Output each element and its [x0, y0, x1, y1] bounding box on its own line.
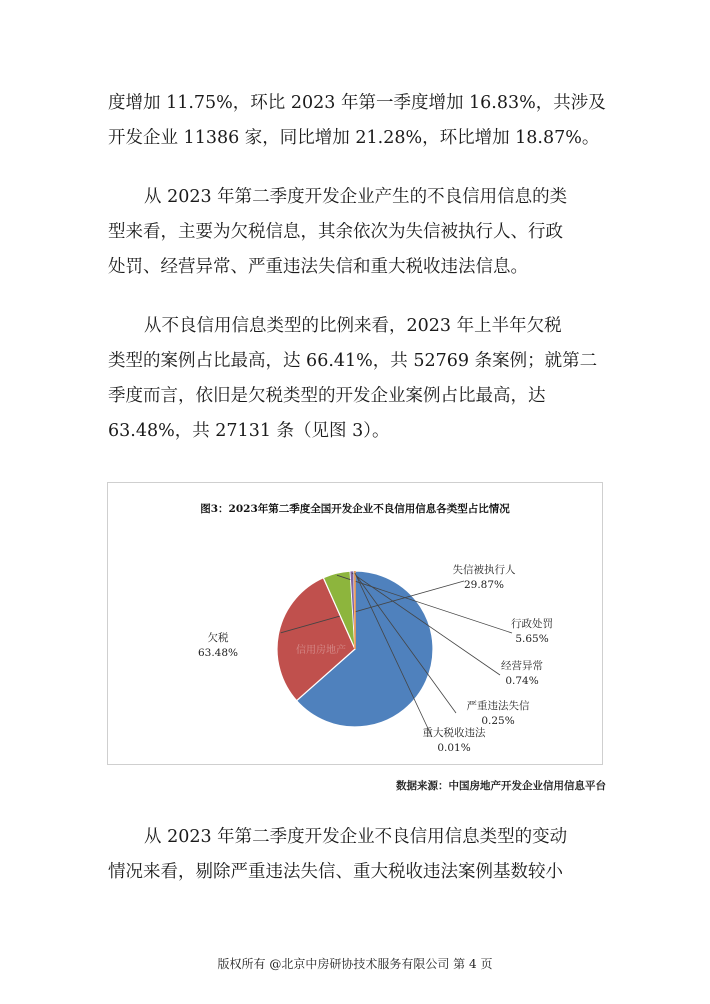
text-line: 情况来看，剔除严重违法失信、重大税收违法案例基数较小 [108, 862, 563, 882]
text-line: 度增加 11.75%，环比 2023 年第一季度增加 16.83%，共涉及 [108, 93, 606, 113]
slice-value-xingzheng: 5.65% [515, 633, 549, 645]
text-line: 开发企业 11386 家，同比增加 21.28%，环比增加 18.87%。 [108, 128, 600, 148]
paragraph-1 [108, 86, 608, 156]
slice-label-yanzhong: 严重违法失信 [466, 700, 530, 712]
text-line: 从 2023 年第二季度开发企业不良信用信息类型的变动 [144, 827, 568, 847]
slice-label-zhongda: 重大税收违法 [422, 727, 486, 739]
text-line: 处罚、经营异常、严重违法失信和重大税收违法信息。 [108, 257, 528, 277]
page-footer: 版权所有 @北京中房研协技术服务有限公司 第 4 页 [217, 957, 493, 971]
slice-value-qianshui: 63.48% [197, 647, 239, 659]
slice-label-jingying: 经营异常 [501, 660, 543, 672]
text-line: 从不良信用信息类型的比例来看，2023 年上半年欠税 [144, 316, 562, 336]
text-line: 从 2023 年第二季度开发企业产生的不良信用信息的类 [144, 187, 568, 207]
slice-label-shixin: 失信被执行人 [452, 564, 516, 576]
pie-chart [108, 483, 604, 766]
paragraph-3 [108, 309, 608, 449]
text-line: 型来看，主要为欠税信息，其余依次为失信被执行人、行政 [108, 222, 563, 242]
chart-source: 数据来源：中国房地产开发企业信用信息平台 [396, 780, 606, 792]
paragraph-2 [108, 180, 608, 285]
text-line: 63.48%，共 27131 条（见图 3）。 [108, 421, 390, 441]
chart-title: 图3：2023年第二季度全国开发企业不良信用信息各类型占比情况 [200, 503, 510, 515]
slice-value-shixin: 29.87% [463, 579, 505, 591]
slice-value-yanzhong: 0.25% [481, 715, 515, 727]
text-line: 类型的案例占比最高，达 66.41%，共 52769 条案例；就第二 [108, 351, 598, 371]
slice-label-qianshui: 欠税 [207, 632, 229, 644]
paragraph-4 [108, 820, 608, 890]
watermark-text: 信用房地产 [296, 645, 346, 656]
slice-label-xingzheng: 行政处罚 [511, 618, 553, 630]
text-line: 季度而言，依旧是欠税类型的开发企业案例占比最高，达 [108, 386, 546, 406]
pie-chart-figure [107, 482, 603, 765]
slice-value-zhongda: 0.01% [437, 742, 471, 754]
slice-value-jingying: 0.74% [505, 675, 539, 687]
